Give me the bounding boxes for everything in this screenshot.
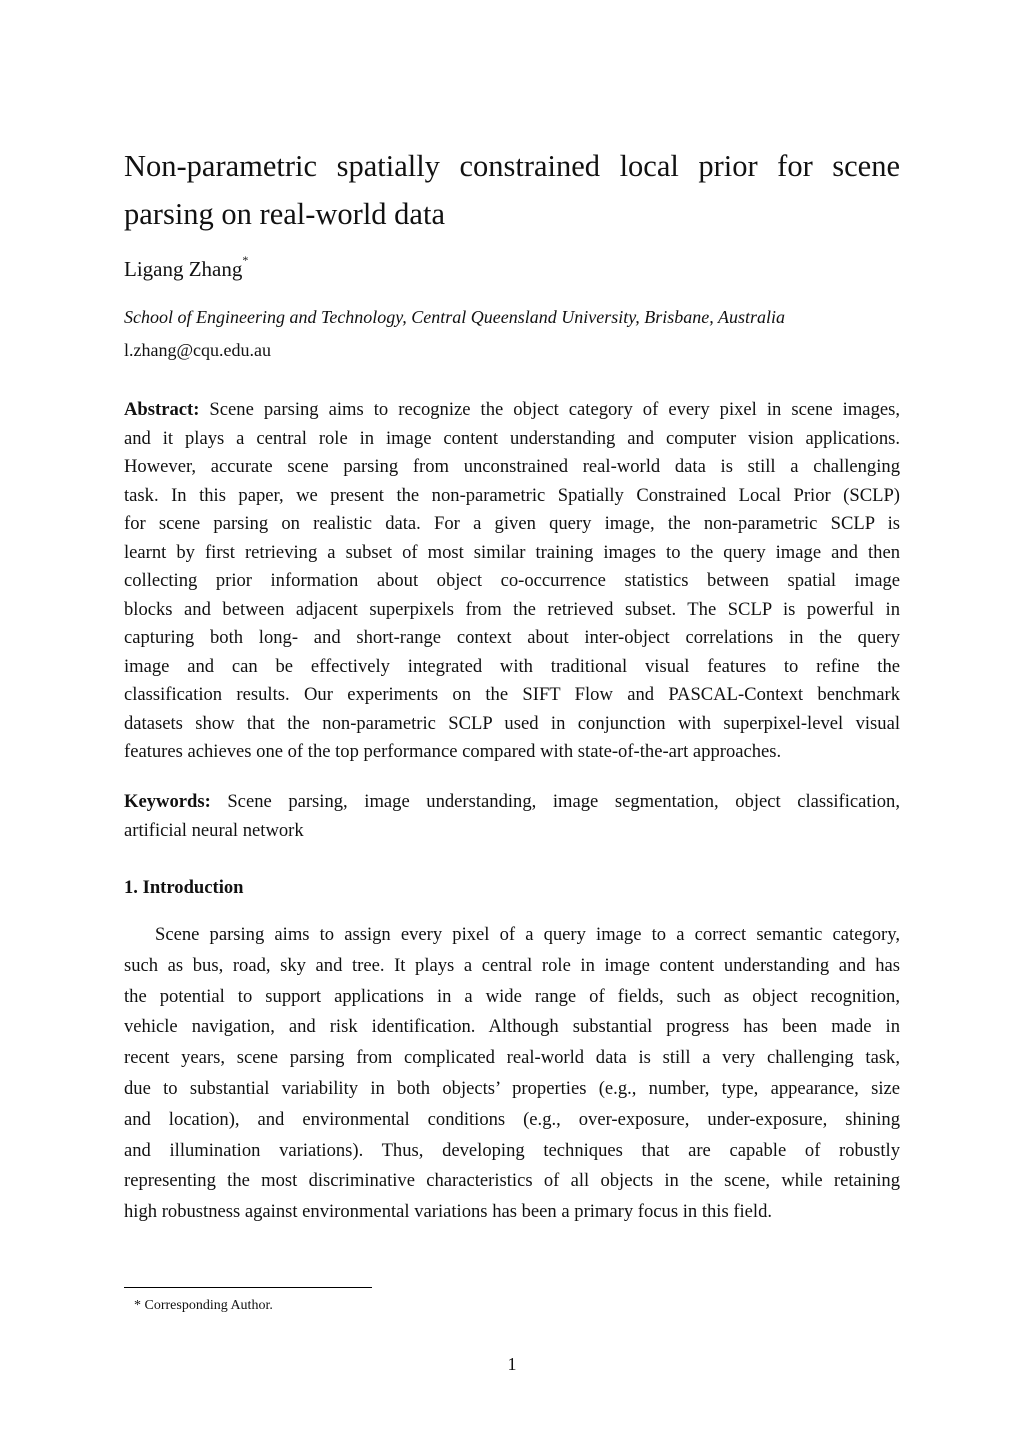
body-line: and location), and environmental conditions (e.g., over-exposure, under-exposure, shining <box>124 1108 900 1130</box>
abstract-line: image and can be effectively integrated with traditional visual features to refine the <box>124 655 900 677</box>
abstract-line <box>124 396 900 425</box>
body-line: the potential to support applications in a wide range of fields, such as object recognition, <box>124 985 900 1007</box>
keywords-label: Keywords: <box>124 791 211 812</box>
body-line: vehicle navigation, and risk identification. Although substantial progress has been made in <box>124 1016 900 1038</box>
abstract-line: datasets show that the non-parametric SCLP used in conjunction with superpixel-level visual <box>124 712 900 734</box>
keywords-line: artificial neural network <box>124 819 304 841</box>
page-number: 1 <box>507 1354 517 1374</box>
abstract-line: for scene parsing on realistic data. For a given query image, the non-parametric SCLP is <box>124 513 900 534</box>
paper-title <box>124 142 900 238</box>
author-email: l.zhang@cqu.edu.au <box>124 340 272 360</box>
body-line: such as bus, road, sky and tree. It plays a central role in image content understanding and has <box>124 954 900 976</box>
author-name: Ligang Zhang <box>124 257 243 281</box>
body-line: due to substantial variability in both objects’ properties (e.g., number, type, appearance, size <box>124 1077 900 1099</box>
keywords <box>124 788 900 845</box>
body-line: and illumination variations). Thus, developing techniques that are capable of robustly <box>124 1139 900 1161</box>
title-line: parsing on real-world data <box>124 197 445 231</box>
author-mark: * <box>242 253 249 267</box>
abstract-line: classification results. Our experiments on the SIFT Flow and PASCAL-Context benchmark <box>124 684 900 705</box>
abstract-text: Scene parsing aims to recognize the object category of every pixel in scene images, <box>199 399 900 420</box>
body-line: Scene parsing aims to assign every pixel of a query image to a correct semantic category, <box>155 924 900 945</box>
footnote: * Corresponding Author. <box>134 1298 273 1313</box>
keywords-line <box>124 788 900 817</box>
footnote-rule <box>124 1287 372 1288</box>
body-line: representing the most discriminative characteristics of all objects in the scene, while retaining <box>124 1170 900 1192</box>
author <box>124 253 900 282</box>
section-heading: 1. Introduction <box>124 877 244 898</box>
abstract-label: Abstract: <box>124 399 200 420</box>
abstract-line: blocks and between adjacent superpixels from the retrieved subset. The SCLP is powerful in <box>124 598 900 620</box>
abstract-line: and it plays a central role in image content understanding and computer vision applications. <box>124 427 900 449</box>
abstract-line: learnt by first retrieving a subset of most similar training images to the query image and then <box>124 541 900 563</box>
title-line: Non-parametric spatially constrained local prior for scene <box>124 149 900 183</box>
affiliation: School of Engineering and Technology, Central Queensland University, Brisbane, Australia <box>124 307 785 327</box>
abstract-line: task. In this paper, we present the non-parametric Spatially Constrained Local Prior (SCLP) <box>124 484 900 506</box>
body-line: recent years, scene parsing from complicated real-world data is still a very challenging task, <box>124 1047 900 1069</box>
abstract-line: capturing both long- and short-range context about inter-object correlations in the query <box>124 627 900 648</box>
abstract-line: collecting prior information about object co-occurrence statistics between spatial image <box>124 570 900 591</box>
body-line: high robustness against environmental variations has been a primary focus in this field. <box>124 1201 773 1223</box>
intro-paragraph <box>124 920 900 1228</box>
abstract-line: features achieves one of the top performance compared with state-of-the-art approaches. <box>124 741 782 762</box>
keywords-text: Scene parsing, image understanding, image segmentation, object classification, <box>210 791 900 812</box>
abstract-line: However, accurate scene parsing from unconstrained real-world data is still a challenging <box>124 456 900 477</box>
abstract <box>124 396 900 767</box>
